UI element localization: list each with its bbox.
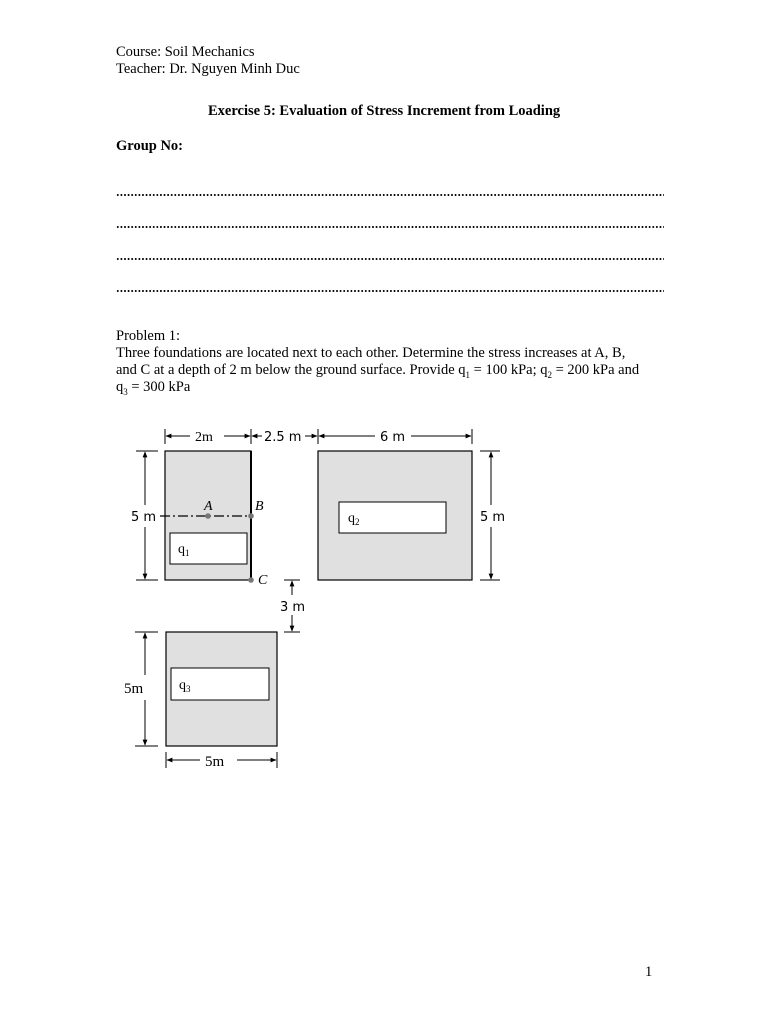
point-c-marker [248,577,254,583]
problem-line-1: Three foundations are located next to each other. Determine the stress increases at A, B, [116,345,626,361]
point-a-marker [205,513,211,519]
point-b-marker [248,513,254,519]
dim-6m-label: 6 m [380,430,406,445]
point-b-label: B [255,499,264,514]
q3-letter: q [116,379,124,395]
q2-label: $q_2$ [348,511,360,527]
problem-heading: Problem 1: [116,328,181,344]
q1-subscript: 1 [465,369,471,380]
problem-line-2-pre: and C at a depth of 2 m below the ground surface. Provide q [116,362,466,378]
exercise-title: Exercise 5: Evaluation of Stress Increment from Loading [208,103,561,119]
group-label: Group No: [116,138,184,154]
dim-2m-label: 2m [195,430,213,445]
dim-q3-width-label: 5m [205,754,225,770]
teacher-line: Teacher: Dr. Nguyen Minh Duc [116,61,300,77]
point-c-label: C [258,573,268,588]
q2-subscript: 2 [547,369,552,380]
q3-subscript: 3 [123,386,128,397]
dim-5m-right-label: 5 m [480,510,506,525]
dim-5m-left-label: 5 m [131,510,157,525]
q2-value: = 200 kPa and [552,362,640,378]
q3-value: = 300 kPa [127,379,191,395]
dim-2-5m-label: 2.5 m [264,430,302,445]
dim-q3-height-label: 5m [124,681,144,697]
q1-label: $q_1$ [178,542,190,558]
course-line: Course: Soil Mechanics [116,44,255,60]
q3-label: $q_3$ [179,678,191,694]
dim-3m-label: 3 m [280,600,306,615]
q1-value: = 100 kPa; q [470,362,548,378]
point-a-label: A [204,499,213,514]
page-number: 1 [645,964,653,980]
